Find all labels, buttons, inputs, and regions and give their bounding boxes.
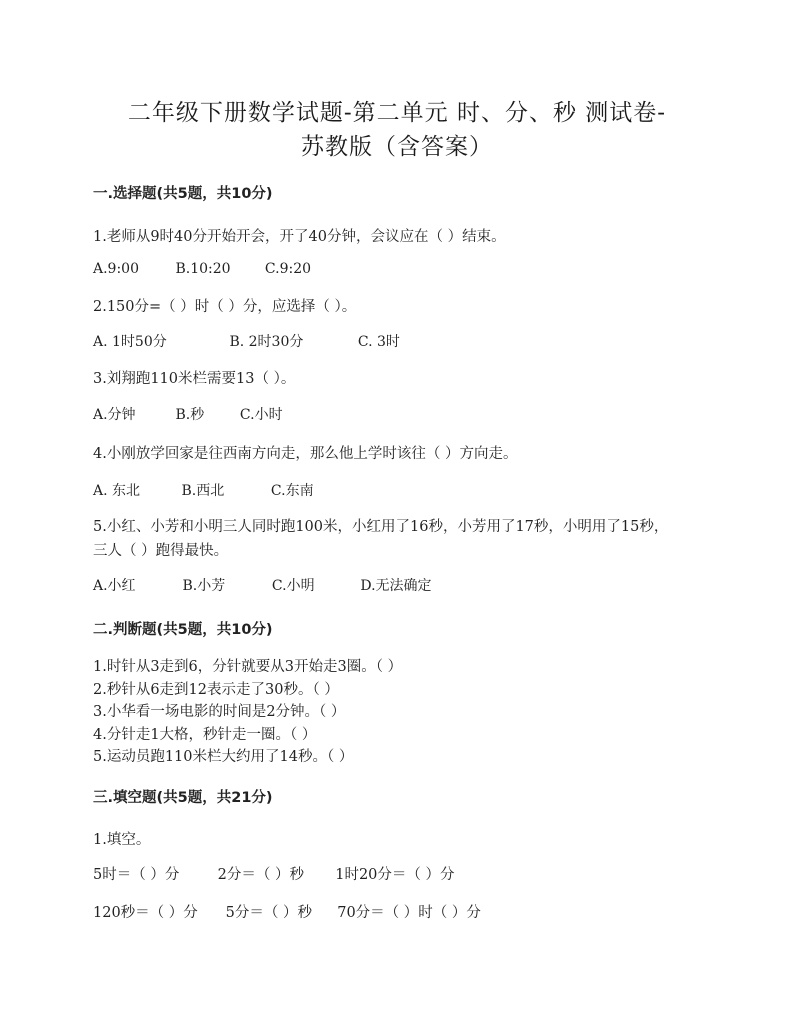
option-c: C.小时 <box>239 407 283 423</box>
option-b: B.10:20 <box>175 261 231 277</box>
question-5-options <box>93 575 432 595</box>
option-b: B.秒 <box>175 407 205 423</box>
question-1: 1.老师从9时40分开始开会，开了40分钟，会议应在（ ）结束。 <box>93 229 506 245</box>
fill-question-1-title: 1.填空。 <box>93 832 151 848</box>
question-4-options <box>93 480 314 500</box>
list-item: 2.秒针从6走到12表示走了30秒。（ ） <box>93 681 339 698</box>
document-title-line2: 苏教版（含答案） <box>301 134 493 160</box>
option-a: A. 东北 <box>93 483 141 499</box>
fill-item: 5分＝（ ）秒 <box>225 905 312 921</box>
fill-item: 1时20分＝（ ）分 <box>335 867 455 883</box>
question-4: 4.小刚放学回家是往西南方向走，那么他上学时该往（ ）方向走。 <box>93 446 518 462</box>
question-2: 2.150分=（ ）时（ ）分，应选择（ ）。 <box>93 299 357 315</box>
list-item: 5.运动员跑110米栏大约用了14秒。（ ） <box>93 749 354 765</box>
document-title-line1: 二年级下册数学试题-第二单元 时、分、秒 测试卷- <box>127 100 667 126</box>
true-false-list <box>93 656 402 769</box>
question-3: 3.刘翔跑110米栏需要13（ ）。 <box>93 371 296 387</box>
fill-row-2 <box>93 901 481 922</box>
option-a: A.小红 <box>93 578 136 594</box>
fill-row-1 <box>93 863 455 884</box>
option-c: C.东南 <box>270 483 314 499</box>
option-b: B.小芳 <box>182 578 226 594</box>
fill-item: 2分＝（ ）秒 <box>217 867 304 883</box>
list-item: 3.小华看一场电影的时间是2分钟。（ ） <box>93 704 346 720</box>
fill-item: 70分＝（ ）时（ ）分 <box>337 905 481 921</box>
question-1-options <box>93 261 311 277</box>
question-2-options <box>93 331 400 351</box>
option-b: B. 2时30分 <box>229 334 304 350</box>
fill-item: 5时＝（ ）分 <box>93 867 180 883</box>
list-item: 1.时针从3走到6，分针就要从3开始走3圈。（ ） <box>93 659 403 675</box>
section-heading-multiple-choice: 一.选择题(共5题，共10分) <box>93 186 273 202</box>
question-5-line1: 5.小红、小芳和小明三人同时跑100米，小红用了16秒，小芳用了17秒，小明用了15秒， <box>93 519 669 535</box>
option-a: A.9:00 <box>93 261 139 277</box>
option-b: B.西北 <box>181 483 225 499</box>
option-d: D.无法确定 <box>360 578 432 594</box>
fill-item: 120秒＝（ ）分 <box>93 905 198 921</box>
option-a: A. 1时50分 <box>93 334 167 350</box>
question-3-options <box>93 404 283 424</box>
option-c: C.9:20 <box>264 261 312 277</box>
option-c: C.小明 <box>271 578 315 594</box>
option-a: A.分钟 <box>93 407 136 423</box>
question-5-line2: 三人（ ）跑得最快。 <box>93 543 229 559</box>
list-item: 4.分针走1大格，秒针走一圈。（ ） <box>93 726 317 743</box>
section-heading-true-false: 二.判断题(共5题，共10分) <box>93 622 273 638</box>
option-c: C. 3时 <box>357 334 400 350</box>
section-heading-fill-in: 三.填空题(共5题，共21分) <box>93 790 273 806</box>
